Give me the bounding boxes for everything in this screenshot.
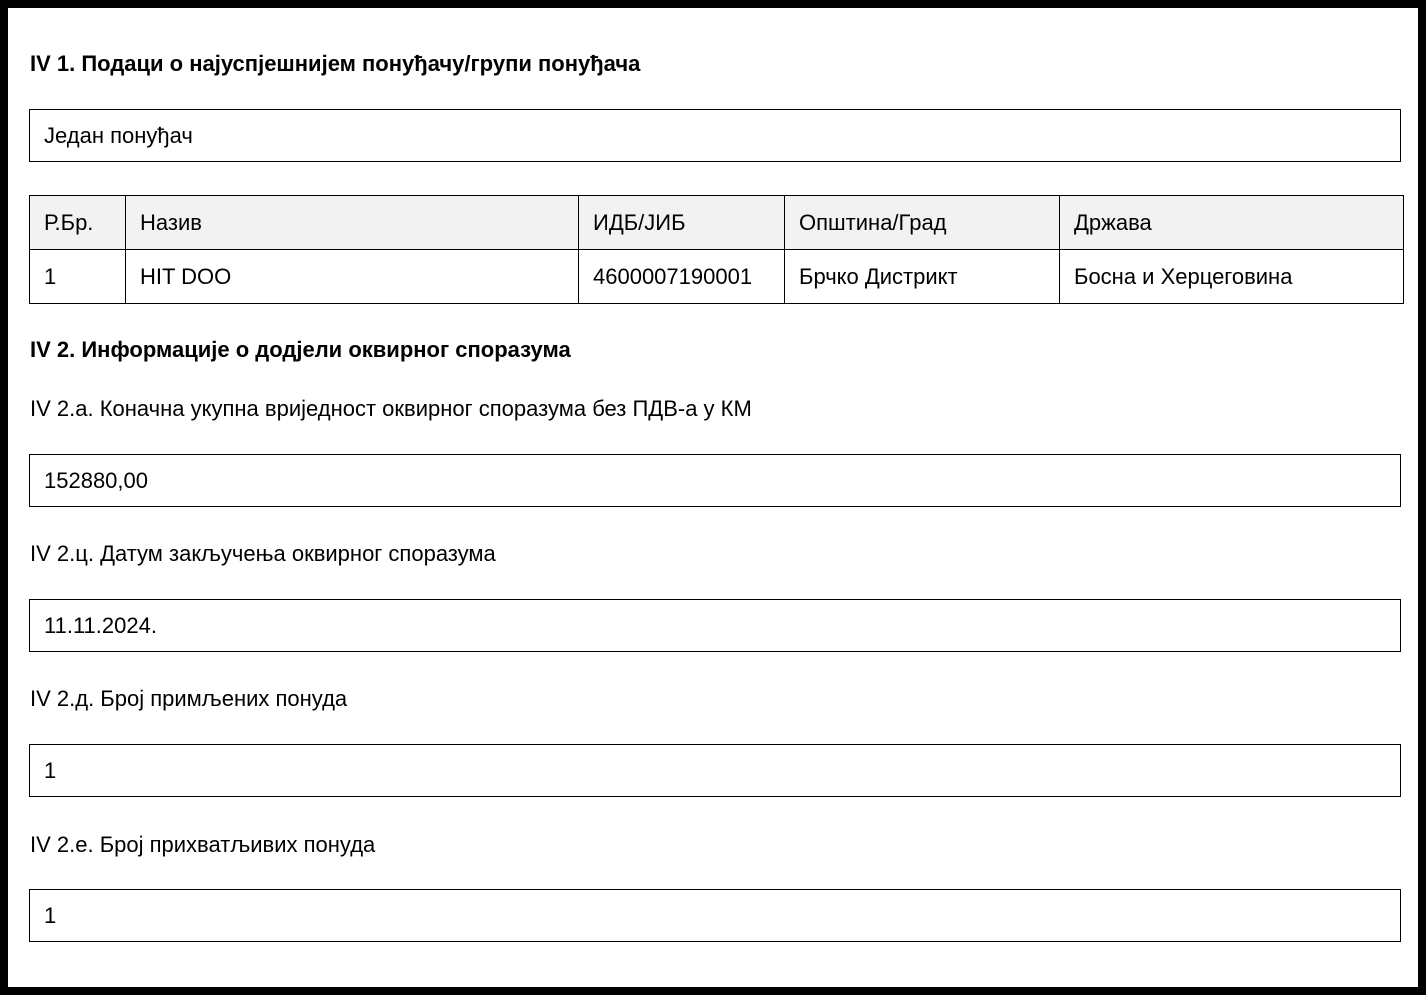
bidders-table: [29, 195, 1404, 304]
table-header-row: [30, 196, 1404, 250]
acceptable-offers-field: 1: [29, 889, 1401, 942]
acceptable-offers-label: IV 2.е. Број прихватљивих понуда: [30, 832, 376, 857]
contract-date-field: 11.11.2024.: [29, 599, 1401, 652]
header-row-number: Р.Бр.: [30, 196, 126, 250]
header-municipality: Општина/Град: [785, 196, 1060, 250]
section-iv2-title: IV 2. Информације о додјели оквирног споразума: [30, 337, 571, 362]
received-offers-label: IV 2.д. Број примљених понуда: [30, 686, 348, 711]
cell-id-number: 4600007190001: [579, 250, 785, 304]
section-iv1-title: IV 1. Подаци о најуспјешнијем понуђачу/групи понуђача: [30, 51, 641, 76]
bidder-type-field: Један понуђач: [29, 109, 1401, 162]
contract-value-label: IV 2.а. Коначна укупна вриједност оквирног споразума без ПДВ-а у КМ: [30, 396, 752, 421]
header-id-number: ИДБ/ЈИБ: [579, 196, 785, 250]
received-offers-field: 1: [29, 744, 1401, 797]
header-country: Држава: [1060, 196, 1404, 250]
contract-value-field: 152880,00: [29, 454, 1401, 507]
cell-row-number: 1: [30, 250, 126, 304]
cell-name: HIT DOO: [126, 250, 579, 304]
header-name: Назив: [126, 196, 579, 250]
document-page: [8, 8, 1418, 987]
cell-municipality: Брчко Дистрикт: [785, 250, 1060, 304]
contract-date-label: IV 2.ц. Датум закључења оквирног споразума: [30, 541, 496, 566]
cell-country: Босна и Херцеговина: [1060, 250, 1404, 304]
table-row: [30, 250, 1404, 304]
